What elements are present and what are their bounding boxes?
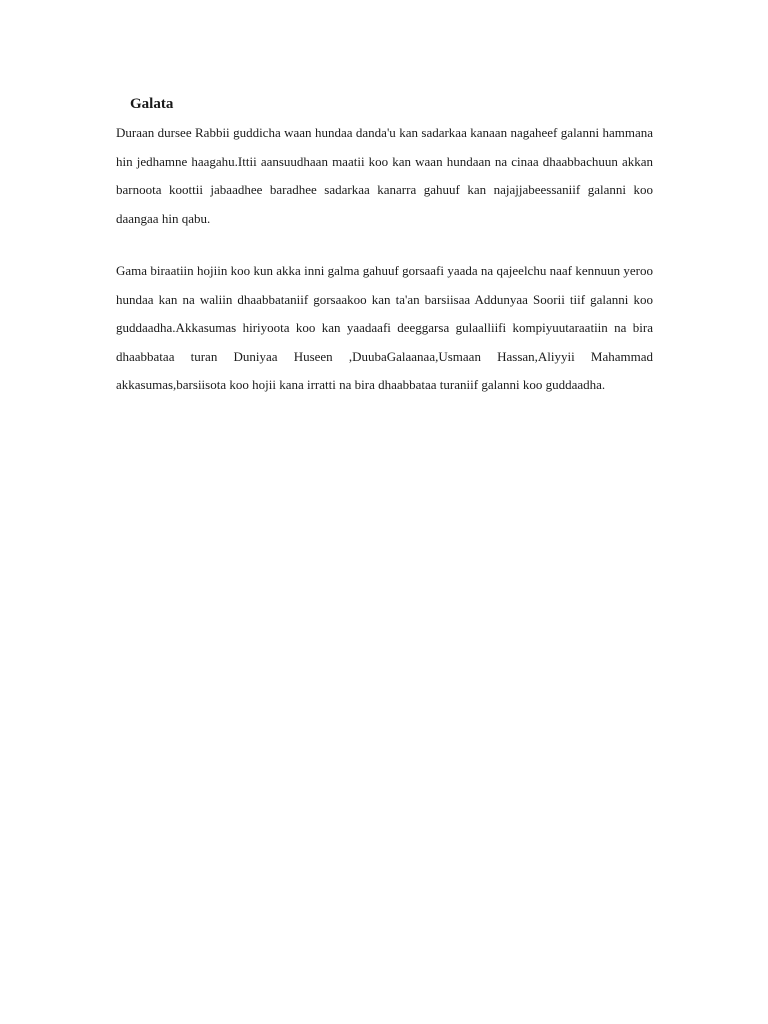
page-title: Galata	[130, 96, 174, 112]
paragraph-2: Gama biraatiin hojiin koo kun akka inni galma gahuuf gorsaafi yaada na qajeelchu naaf kennuun yeroo hundaa kan na waliin dhaabbataniif gorsaakoo kan ta'an barsiisaa Addunyaa Soorii tiif galanni koo guddaadha.Akkasumas hiriyoota koo kan yaadaafi deeggarsa gulaalliifi kompiyuutaraatiin na bira dhaabbataa turan Duniyaa Huseen ,DuubaGalaanaa,Usmaan Hassan,Aliyyii Mahammad akkasumas,barsiisota koo hojii kana irratti na bira dhaabbataa turaniif galanni koo guddaadha.	[116, 263, 653, 393]
paragraph-1: Duraan dursee Rabbii guddicha waan hundaa danda'u kan sadarkaa kanaan nagaheef galanni hammana hin jedhamne haagahu.Ittii aansuudhaan maatii koo kan waan hundaan na cinaa dhaabbachuun akkan barnoota koottii jabaadhee baradhee sadarkaa kanarra gahuuf kan najajjabeessaniif galanni koo daangaa hin qabu.	[116, 125, 653, 226]
